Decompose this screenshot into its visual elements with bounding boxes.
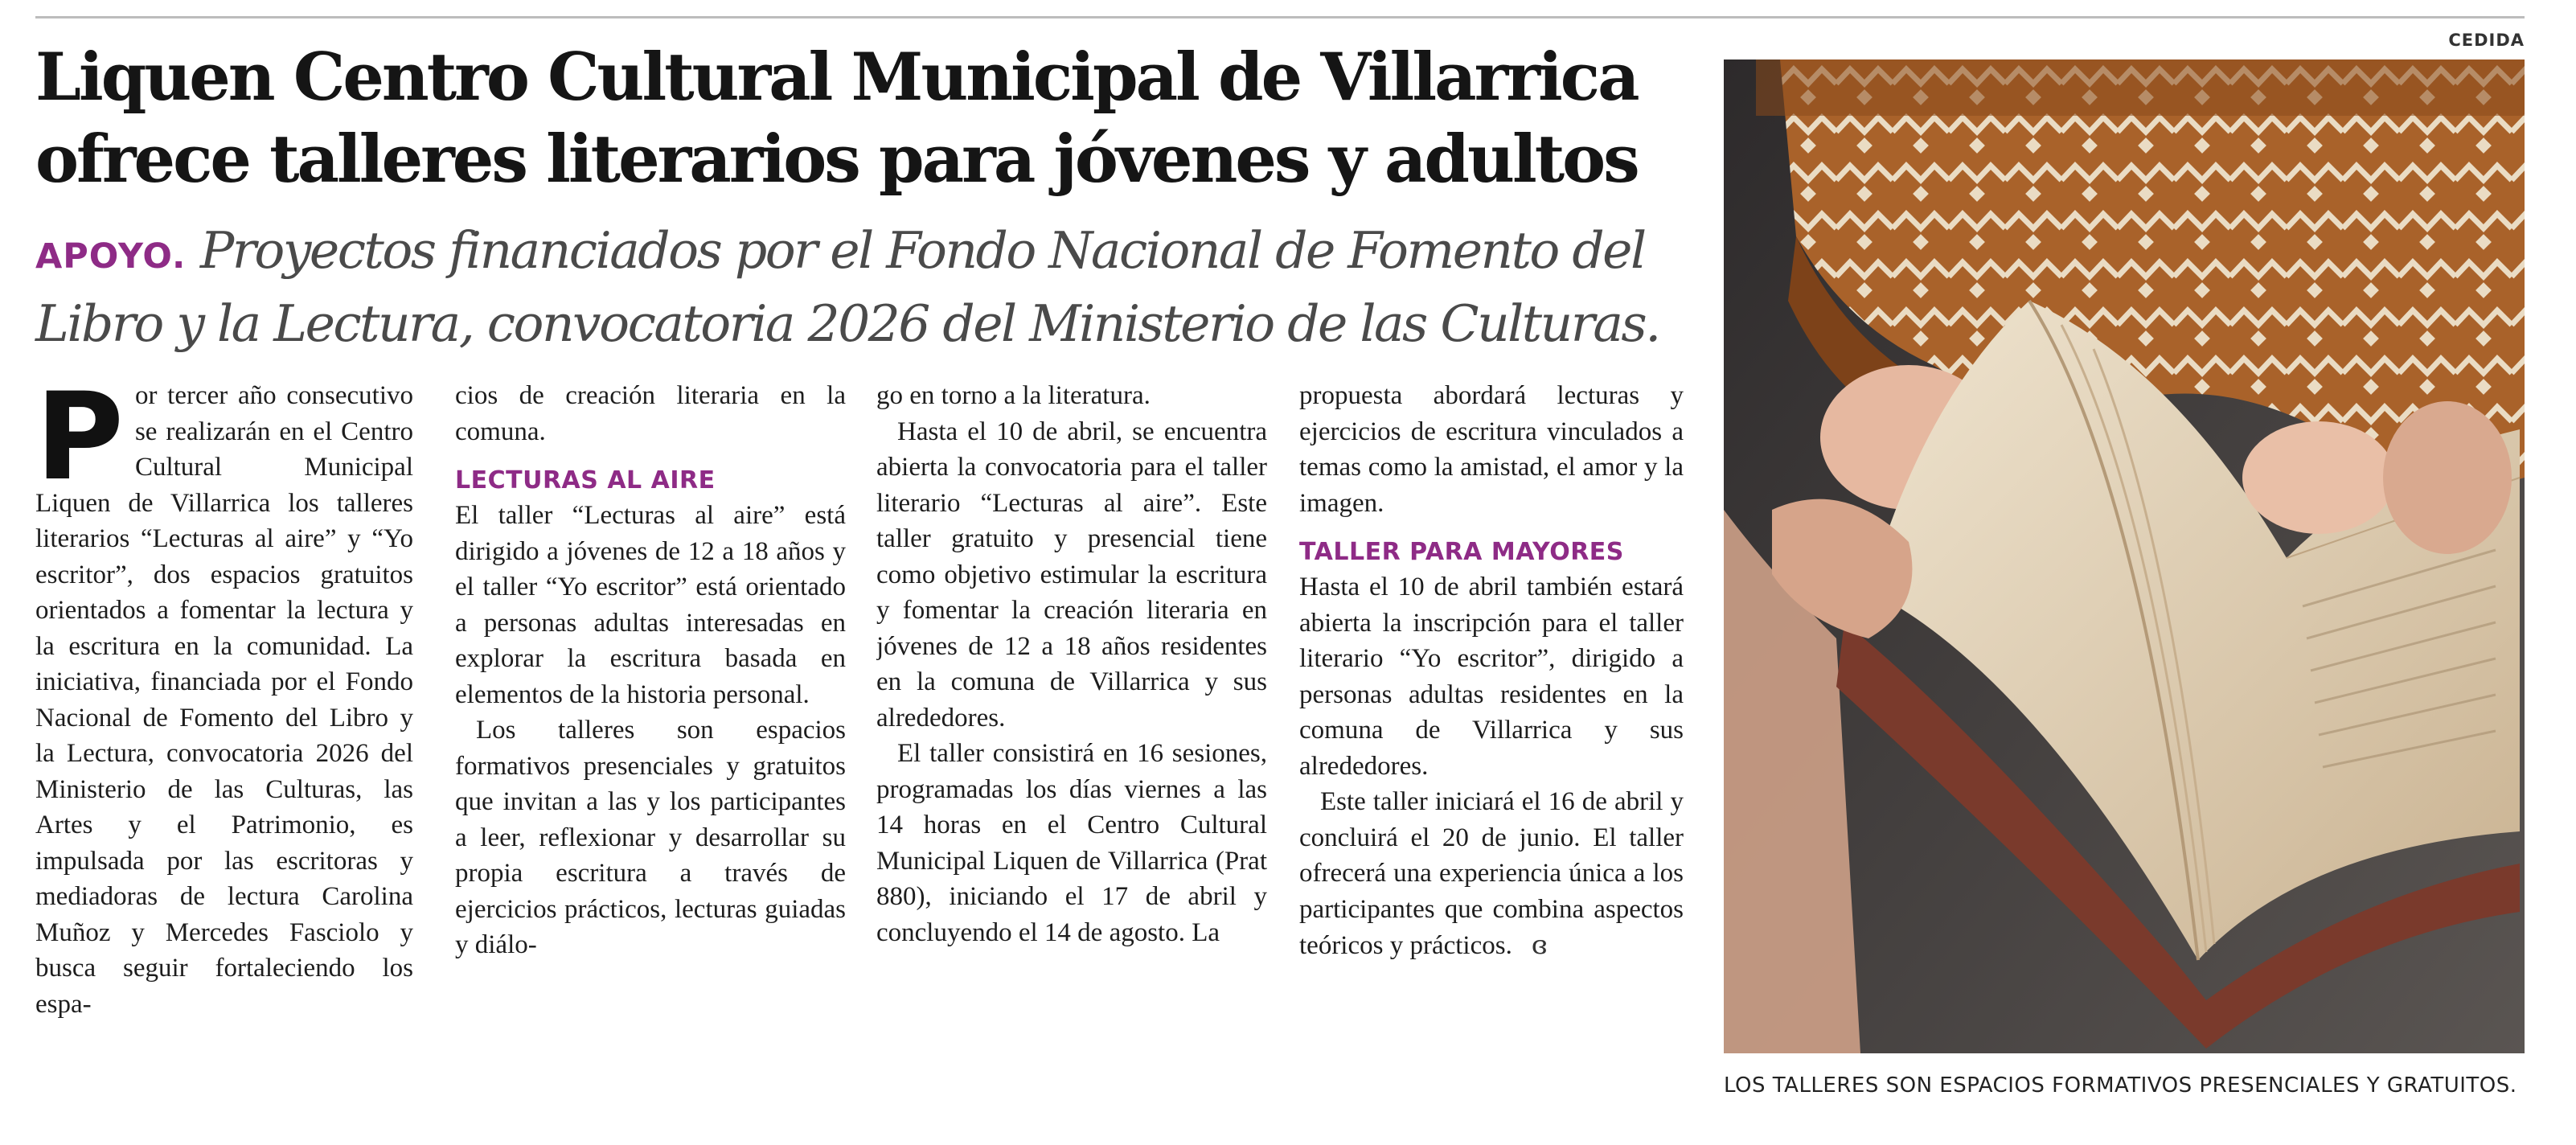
- paragraph: cios de creación literaria en la comuna.: [455, 381, 846, 446]
- paragraph: [1299, 784, 1684, 964]
- article-column-1: [35, 378, 413, 1126]
- paragraph: Hasta el 10 de abril, se encuentra abierta la convocatoria para el taller literario “Lecturas al aire”. Este taller gratuito y presencial tiene como objetivo estimular la escritura y fomentar la creación literaria en jóvenes de 12 a 18 años residentes en la comuna de Villarrica y sus alrededores.: [876, 417, 1267, 733]
- paragraph: El taller consistirá en 16 sesiones, programadas los días viernes a las 14 horas en el Centro Cultural Municipal Liquen de Villarrica (Prat 880), iniciando el 17 de abril y concluyendo el 14 de agosto. La: [876, 739, 1267, 947]
- paragraph: El taller “Lecturas al aire” está dirigido a jóvenes de 12 a 18 años y el taller “Yo escritor” está orientado a personas adultas interesadas en explorar la escritura basada en elementos de la historia personal.: [455, 501, 846, 709]
- article-column-4: [1299, 378, 1684, 1126]
- subhead-text: Proyectos financiados por el Fondo Nacional de Fomento del Libro y la Lectura, convocatoria 2026 del Ministerio de las Culturas.: [35, 221, 1659, 353]
- photo-credit: CEDIDA: [2448, 31, 2525, 50]
- subhead: [35, 217, 1708, 358]
- paragraph: propuesta abordará lecturas y ejercicios de escritura vinculados a temas como la amistad, el amor y la imagen.: [1299, 381, 1684, 518]
- drop-cap: P: [35, 378, 124, 507]
- photo-caption: LOS TALLERES SON ESPACIOS FORMATIVOS PRESENCIALES Y GRATUITOS.: [1724, 1073, 2517, 1098]
- paragraph: Los talleres son espacios formativos presenciales y gratuitos que invitan a las y los participantes a leer, reflexionar y desarrollar su propia escritura a través de ejercicios prácticos, lecturas guiadas y diálo-: [455, 716, 846, 959]
- headline-line-1: Liquen Centro Cultural Municipal de Villarrica: [35, 39, 1638, 116]
- section-heading-lecturas: LECTURAS AL AIRE: [455, 466, 716, 495]
- headline-line-2: ofrece talleres literarios para jóvenes y adultos: [35, 121, 1638, 198]
- end-mark-icon: ɞ: [1531, 930, 1548, 960]
- paragraph: Hasta el 10 de abril también estará abierta la inscripción para el taller literario “Yo escritor”, dirigido a personas adultas residentes en la comuna de Villarrica y sus alrededores.: [1299, 572, 1684, 781]
- article-column-2: [455, 378, 846, 1126]
- top-rule: [35, 16, 2525, 18]
- paragraph: [35, 378, 413, 1022]
- headline: [35, 37, 1692, 201]
- paragraph: go en torno a la literatura.: [876, 381, 1151, 410]
- paragraph-text: or tercer año consecutivo se realizarán en el Centro Cultural Municipal Liquen de Villarrica los talleres literarios “Lecturas al aire” y “Yo escritor”, dos espacios gratuitos orientados a fomentar la lectura y la escritura en la comunidad. La iniciativa, financiada por el Fondo Nacional de Fomento del Libro y la Lectura, convocatoria 2026 del Ministerio de las Culturas, las Artes y el Patrimonio, es impulsada por las escritoras y mediadoras de lectura Carolina Muñoz y Mercedes Fasciolo y busca seguir fortaleciendo los espa-: [35, 381, 413, 1019]
- article-column-3: [876, 378, 1267, 1126]
- paragraph-text: Este taller iniciará el 16 de abril y concluirá el 20 de junio. El taller ofrecerá una experiencia única a los participantes que combina aspectos teóricos y prácticos.: [1299, 787, 1684, 960]
- kicker: APOYO.: [35, 236, 187, 277]
- section-heading-mayores: TALLER PARA MAYORES: [1299, 538, 1624, 566]
- article-photo: [1724, 60, 2525, 1053]
